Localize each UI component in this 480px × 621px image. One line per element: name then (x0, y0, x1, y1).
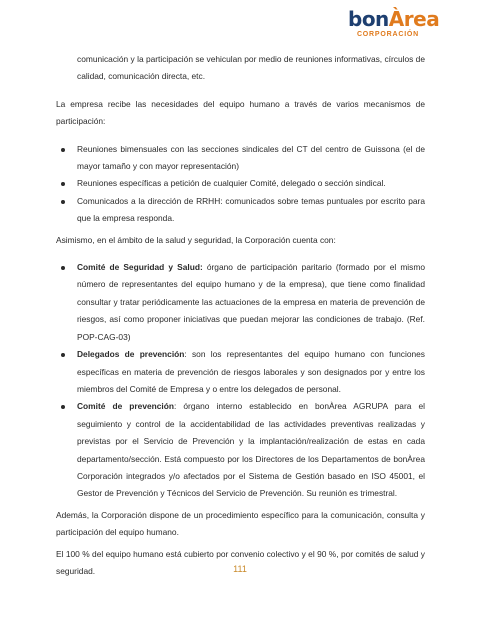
list-item-text: Reuniones específicas a petición de cualquier Comité, delegado o sección sindical. (77, 178, 386, 189)
paragraph-coverage: El 100 % del equipo humano está cubierto por convenio colectivo y el 90 %, por comités de salud y seguridad. (56, 548, 425, 576)
logo-brand-b: Àrea (388, 7, 440, 31)
safety-list (56, 259, 425, 503)
bonarea-logo (348, 7, 440, 39)
logo-brand (348, 7, 440, 31)
list-item-text: Reuniones bimensuales con las secciones sindicales del CT del centro de Guissona (el de mayor tamaño y con mayor representación) (77, 143, 425, 172)
list-item-title: Delegados de prevención (77, 349, 185, 360)
paragraph-procedure: Además, la Corporación dispone de un procedimiento específico para la comunicación, consulta y participación del equipo humano. (56, 509, 425, 538)
bullet-icon (61, 182, 65, 186)
list-item (56, 175, 425, 192)
page-number: 111 (233, 564, 247, 574)
paragraph-participation: La empresa recibe las necesidades del equipo humano a través de varios mecanismos de participación: (56, 98, 425, 127)
list-item (56, 141, 425, 176)
list-item (56, 346, 425, 398)
paragraph-continuation: comunicación y la participación se vehiculan por medio de reuniones informativas, círculos de calidad, comunicación directa, etc. (77, 54, 425, 82)
list-item (56, 259, 425, 346)
page-body (56, 51, 425, 580)
bullet-icon (61, 353, 65, 357)
list-item-text: : son los representantes del equipo humano con funciones específicas en materia de prevención de riesgos laborales y son designados por y entre los miembros del Comité de Empresa y o entre los delegados de personal. (77, 349, 425, 394)
paragraph-safety-intro: Asimismo, en el ámbito de la salud y seguridad, la Corporación cuenta con: (56, 234, 336, 245)
list-item (56, 193, 425, 228)
list-item-title: Comité de Seguridad y Salud: (77, 262, 203, 273)
list-item-text: órgano de participación paritario (formado por el mismo número de representantes del equipo humano y de la empresa), que tiene como finalidad consultar y tratar periódicamente las actuaciones de la empresa en materia de prevención de riesgos, así como proponer iniciativas que puedan mejorar las condiciones de trabajo. (Ref. POP-CAG-03) (77, 262, 425, 342)
logo-subtitle: CORPORACIÓN (356, 31, 420, 38)
logo-brand-a: bon (348, 7, 389, 31)
participation-list (56, 141, 425, 228)
bullet-icon (61, 405, 65, 409)
bullet-icon (61, 266, 65, 270)
list-item-text: : órgano interno establecido en bonÀrea AGRUPA para el seguimiento y control de la accidentabilidad de las actividades preventivas realizadas y previstas por el Servicio de Prevención y la implantación/realización de estas en cada departamento/sección. Está compuesto por los Directores de los Departamentos de bonÀrea Corporación integrados y/o afectados por el Sistema de Gestión basado en ISO 45001, el Gestor de Prevención y Técnicos del Servicio de Prevención. Su reunión es trimestral. (77, 401, 425, 499)
bullet-icon (61, 200, 65, 204)
list-item (56, 398, 425, 502)
bullet-icon (61, 148, 65, 152)
list-item-title: Comité de prevención (77, 401, 174, 412)
list-item-text: Comunicados a la dirección de RRHH: comunicados sobre temas puntuales por escrito para que la empresa responda. (77, 195, 425, 224)
